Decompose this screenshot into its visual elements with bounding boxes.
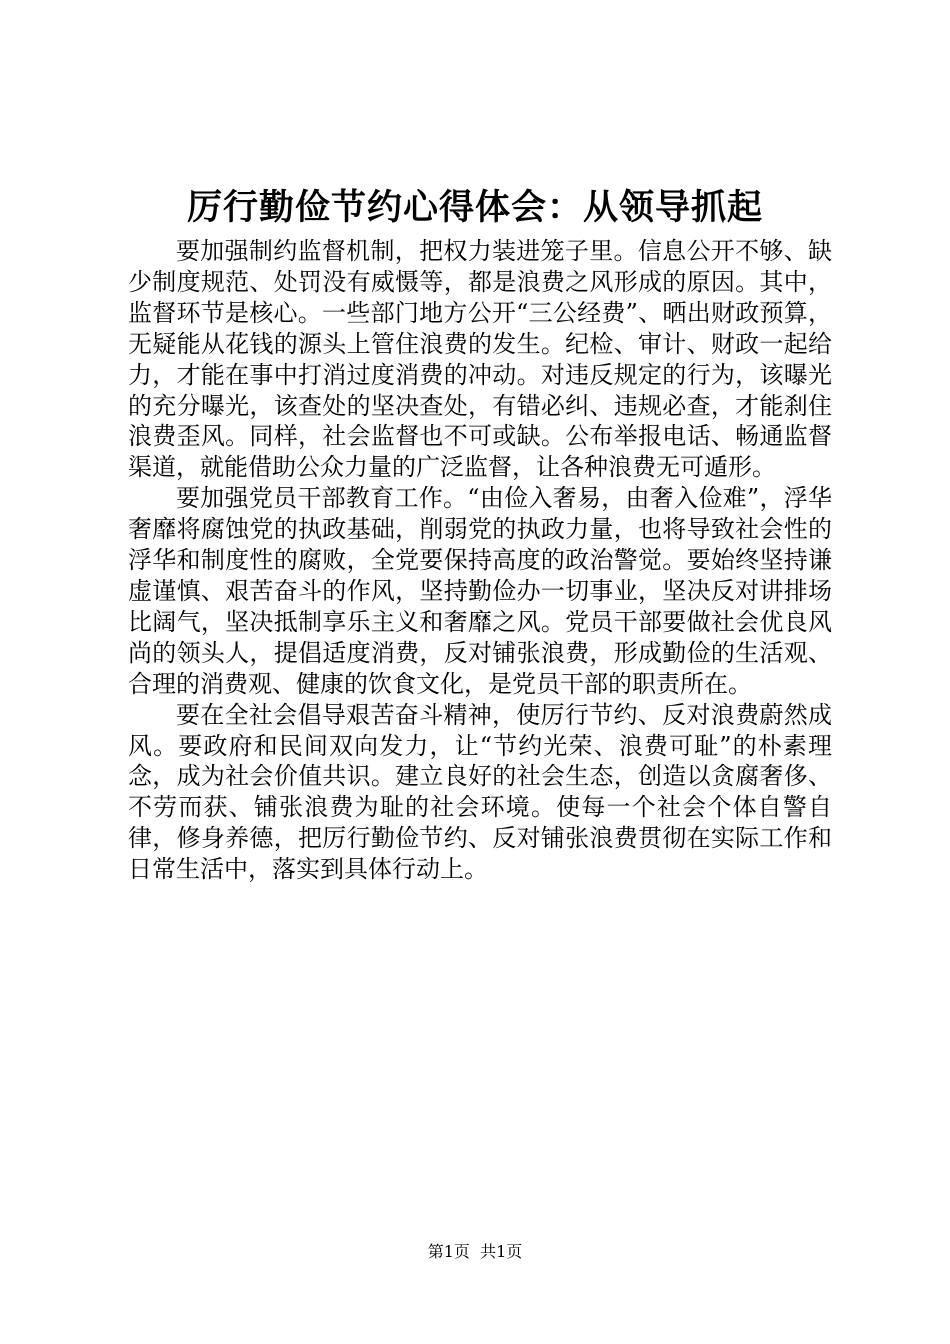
page-footer: [0, 1240, 950, 1264]
document-body: [128, 236, 832, 885]
footer-spacer: [470, 1242, 480, 1261]
page-total: 共1页: [480, 1242, 523, 1261]
page-number: 第1页: [427, 1242, 470, 1261]
paragraph-society: 要在全社会倡导艰苦奋斗精神，使厉行节约、反对浪费蔚然成风。要政府和民间双向发力，让“节约光荣、浪费可耻”的朴素理念，成为社会价值共识。建立良好的社会生态，创造以贪腐奢侈、不劳而获、铺张浪费为耻的社会环境。使每一个社会个体自警自律，修身养德，把厉行勤俭节约、反对铺张浪费贯彻在实际工作和日常生活中，落实到具体行动上。: [128, 700, 832, 884]
document-title: 厉行勤俭节约心得体会：从领导抓起: [186, 187, 763, 228]
paragraph-education: 要加强党员干部教育工作。“由俭入奢易，由奢入俭难”，浮华奢靡将腐蚀党的执政基础，削弱党的执政力量，也将导致社会性的浮华和制度性的腐败，全党要保持高度的政治警觉。要始终坚持谦虚谨慎、艰苦奋斗的作风，坚持勤俭办一切事业，坚决反对讲排场比阔气，坚决抵制享乐主义和奢靡之风。党员干部要做社会优良风尚的领头人，提倡适度消费，反对铺张浪费，形成勤俭的生活观、合理的消费观、健康的饮食文化，是党员干部的职责所在。: [128, 484, 832, 698]
paragraph-supervision: 要加强制约监督机制，把权力装进笼子里。信息公开不够、缺少制度规范、处罚没有威慑等，都是浪费之风形成的原因。其中，监督环节是核心。一些部门地方公开“三公经费”、晒出财政预算，无疑能从花钱的源头上管住浪费的发生。纪检、审计、财政一起给力，才能在事中打消过度消费的冲动。对违反规定的行为，该曝光的充分曝光，该查处的坚决查处，有错必纠、违规必查，才能刹住浪费歪风。同样，社会监督也不可或缺。公布举报电话、畅通监督渠道，就能借助公众力量的广泛监督，让各种浪费无可遁形。: [128, 237, 832, 482]
